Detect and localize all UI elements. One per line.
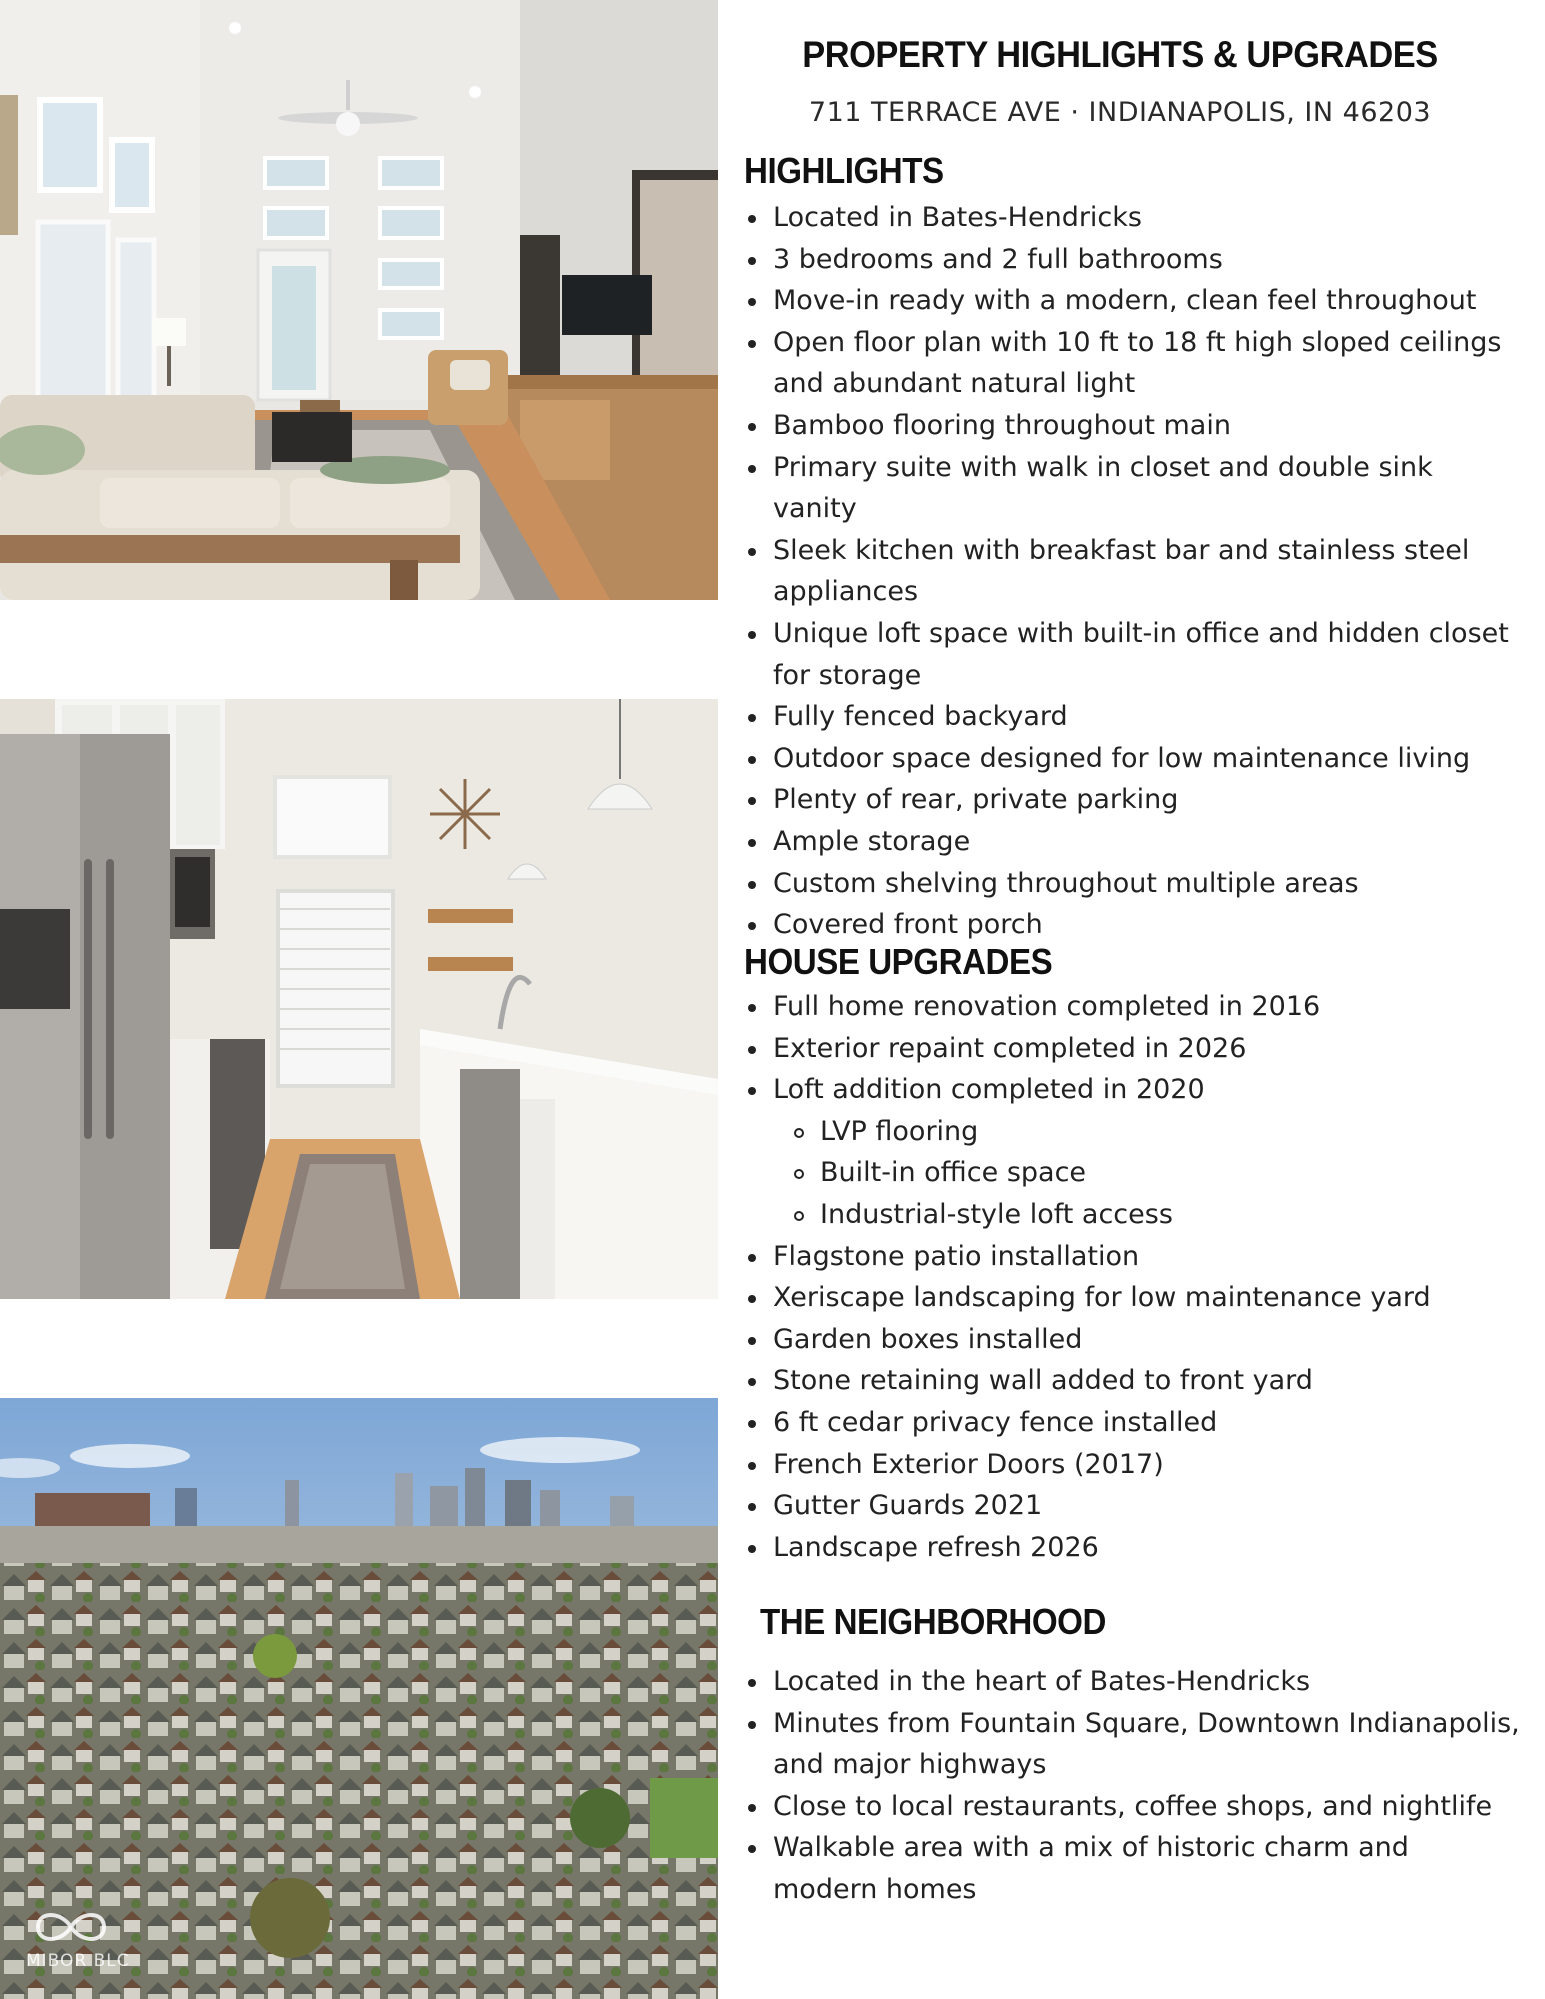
- neighborhood-heading: THE NEIGHBORHOOD: [760, 1601, 1106, 1642]
- list-item: Move-in ready with a modern, clean feel throughout: [740, 280, 1520, 322]
- sub-list-item: Industrial-style loft access: [740, 1194, 1520, 1236]
- sub-list-item: LVP flooring: [740, 1111, 1520, 1153]
- list-item: Xeriscape landscaping for low maintenance yard: [740, 1277, 1520, 1319]
- living-room-photo: [0, 0, 718, 600]
- list-item: Landscape refresh 2026: [740, 1527, 1520, 1569]
- list-item: French Exterior Doors (2017): [740, 1444, 1520, 1486]
- list-item: Plenty of rear, private parking: [740, 779, 1520, 821]
- list-item: Garden boxes installed: [740, 1319, 1520, 1361]
- list-item: Walkable area with a mix of historic charm and modern homes: [740, 1827, 1520, 1910]
- highlights-heading: HIGHLIGHTS: [744, 150, 944, 191]
- list-item: Flagstone patio installation: [740, 1236, 1520, 1278]
- kitchen-photo: [0, 699, 718, 1299]
- list-item: Loft addition completed in 2020: [740, 1069, 1520, 1111]
- upgrades-heading: HOUSE UPGRADES: [744, 941, 1053, 982]
- list-item: Primary suite with walk in closet and double sink vanity: [740, 447, 1520, 530]
- list-item: 3 bedrooms and 2 full bathrooms: [740, 239, 1520, 281]
- list-item: Sleek kitchen with breakfast bar and stainless steel appliances: [740, 530, 1520, 613]
- highlights-list: [740, 197, 1520, 946]
- page-title: PROPERTY HIGHLIGHTS & UPGRADES: [802, 34, 1438, 75]
- mibor-watermark: [26, 1905, 146, 1975]
- list-item: Gutter Guards 2021: [740, 1485, 1520, 1527]
- list-item: Located in the heart of Bates-Hendricks: [740, 1661, 1520, 1703]
- watermark-text: MIBOR BLC: [26, 1951, 130, 1971]
- list-item: Full home renovation completed in 2016: [740, 986, 1520, 1028]
- property-address: 711 TERRACE AVE · INDIANAPOLIS, IN 46203: [808, 97, 1432, 128]
- list-item: Covered front porch: [740, 904, 1520, 946]
- list-item: Custom shelving throughout multiple areas: [740, 863, 1520, 905]
- upgrades-list: [740, 986, 1520, 1568]
- list-item: Located in Bates-Hendricks: [740, 197, 1520, 239]
- sub-list-item: Built-in office space: [740, 1152, 1520, 1194]
- list-item: 6 ft cedar privacy fence installed: [740, 1402, 1520, 1444]
- list-item: Fully fenced backyard: [740, 696, 1520, 738]
- list-item: Open floor plan with 10 ft to 18 ft high sloped ceilings and abundant natural light: [740, 322, 1520, 405]
- list-item: Unique loft space with built-in office and hidden closet for storage: [740, 613, 1520, 696]
- list-item: Exterior repaint completed in 2026: [740, 1028, 1520, 1070]
- list-item: Bamboo flooring throughout main: [740, 405, 1520, 447]
- list-item: Outdoor space designed for low maintenance living: [740, 738, 1520, 780]
- list-item: Close to local restaurants, coffee shops, and nightlife: [740, 1786, 1520, 1828]
- neighborhood-list: [740, 1661, 1520, 1911]
- list-item: Ample storage: [740, 821, 1520, 863]
- infinity-logo-icon: [26, 1905, 116, 1949]
- list-item: Stone retaining wall added to front yard: [740, 1360, 1520, 1402]
- list-item: Minutes from Fountain Square, Downtown Indianapolis, and major highways: [740, 1703, 1520, 1786]
